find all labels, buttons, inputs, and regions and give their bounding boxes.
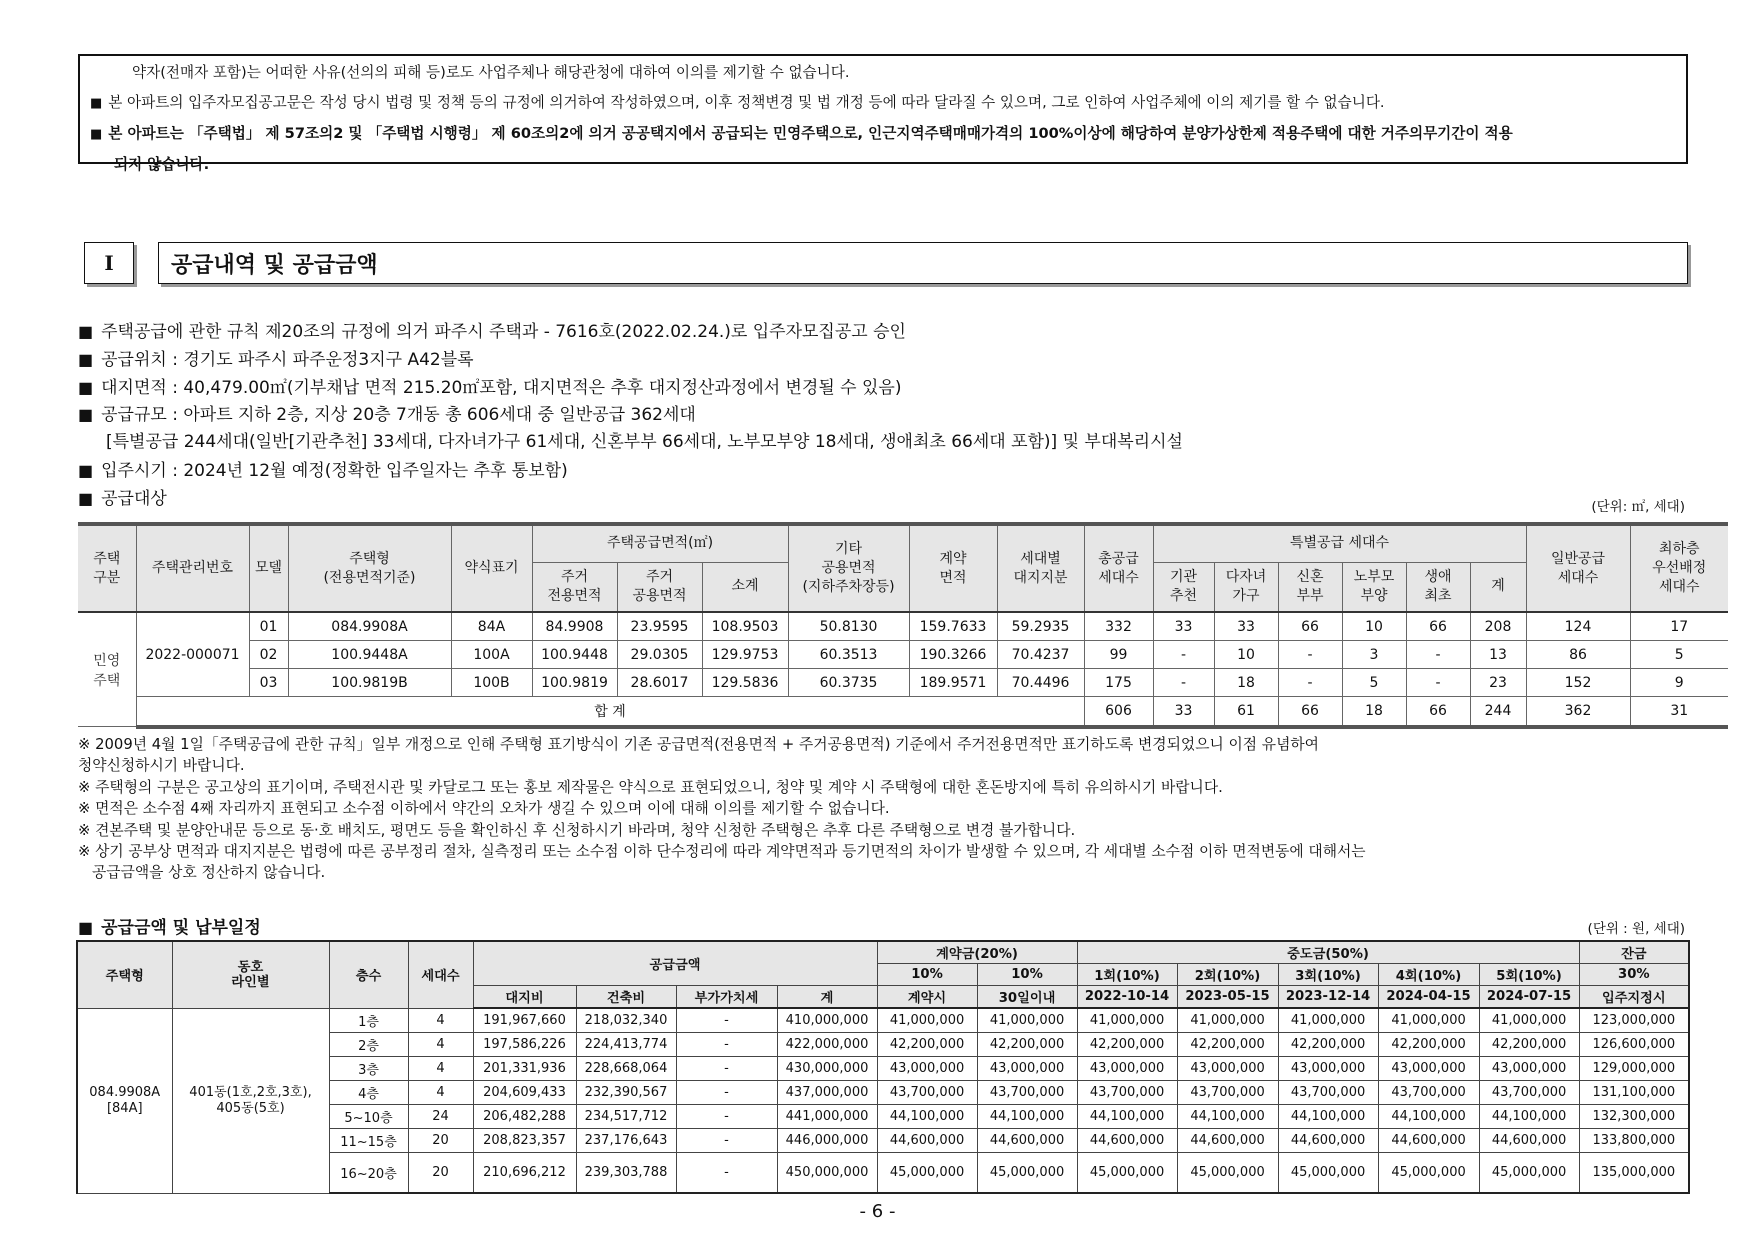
cell: 60.3513 (788, 641, 909, 669)
cell: 131,100,000 (1579, 1081, 1689, 1105)
supply-total-row (78, 697, 1728, 727)
cell: 4층 (329, 1081, 408, 1105)
cell: - (676, 1129, 777, 1153)
col-total-units: 총공급 세대수 (1084, 524, 1153, 612)
cell: 43,000,000 (1177, 1057, 1278, 1081)
notes (78, 734, 1688, 884)
cell: 43,000,000 (1378, 1057, 1479, 1081)
cell: 01 (249, 612, 288, 641)
cell: 59.2935 (997, 612, 1084, 641)
col-floor: 층수 (329, 941, 408, 1008)
cell: 20 (408, 1153, 473, 1194)
cell: 159.7633 (909, 612, 997, 641)
col-supply-price: 공급금액 (473, 941, 877, 986)
col-deposit-1-pct: 10% (877, 964, 977, 986)
cell: 44,100,000 (977, 1105, 1077, 1129)
cell: 41,000,000 (1378, 1008, 1479, 1033)
cell: 16~20층 (329, 1153, 408, 1194)
cell: 44,600,000 (1278, 1129, 1378, 1153)
cell: 208 (1470, 612, 1526, 641)
cell: 4 (408, 1033, 473, 1057)
col-dong: 동호 라인별 (172, 941, 329, 1008)
cell: 44,100,000 (1278, 1105, 1378, 1129)
col-other-area: 기타 공용면적 (지하주차장등) (788, 524, 909, 612)
cell: 99 (1084, 641, 1153, 669)
bullet-scale: ■ 공급규모 : 아파트 지하 2층, 지상 20층 7개동 총 606세대 중 일반공급 362세대 (78, 405, 696, 426)
supply-row (78, 641, 1728, 669)
cell: 24 (408, 1105, 473, 1129)
cell: 17 (1630, 612, 1728, 641)
notice-line-1: 약자(전매자 포함)는 어떠한 사유(선의의 피해 등)로도 사업주체나 해당관청에 대하여 이의를 제기할 수 없습니다. (132, 64, 850, 81)
cell: 44,100,000 (1378, 1105, 1479, 1129)
total-label: 합 계 (136, 697, 1084, 727)
cell: 430,000,000 (777, 1057, 877, 1081)
cell: 234,517,712 (576, 1105, 676, 1129)
cell: 228,668,064 (576, 1057, 676, 1081)
cell: 43,700,000 (977, 1081, 1077, 1105)
cell: 450,000,000 (777, 1153, 877, 1194)
cell: 02 (249, 641, 288, 669)
col-common: 주거 공용면적 (617, 562, 702, 612)
cell: 362 (1526, 697, 1630, 727)
cell: 45,000,000 (1177, 1153, 1278, 1194)
cell: 44,600,000 (877, 1129, 977, 1153)
cell: 204,609,433 (473, 1081, 576, 1105)
dong-cell: 401동(1호,2호,3호), 405동(5호) (172, 1008, 329, 1193)
cell: 44,100,000 (1479, 1105, 1579, 1129)
cell: 42,200,000 (1479, 1033, 1579, 1057)
cell: 1층 (329, 1008, 408, 1033)
cell: - (1406, 641, 1470, 669)
cell: 2층 (329, 1033, 408, 1057)
cell: 10 (1342, 612, 1406, 641)
col-general-units: 일반공급 세대수 (1526, 524, 1630, 612)
cell: 41,000,000 (1177, 1008, 1278, 1033)
cell: 9 (1630, 669, 1728, 697)
col-deposit-2-pct: 10% (977, 964, 1077, 986)
col-middle: 중도금(50%) (1077, 941, 1579, 964)
cell: 44,100,000 (1077, 1105, 1177, 1129)
cell: 42,200,000 (1077, 1033, 1177, 1057)
cell: 237,176,643 (576, 1129, 676, 1153)
cell: 129.9753 (702, 641, 788, 669)
cell: 44,600,000 (1077, 1129, 1177, 1153)
cell: 44,600,000 (1378, 1129, 1479, 1153)
cell: 45,000,000 (1479, 1153, 1579, 1194)
cell: 43,700,000 (1378, 1081, 1479, 1105)
cell: 45,000,000 (1278, 1153, 1378, 1194)
cell: 86 (1526, 641, 1630, 669)
cell: 41,000,000 (877, 1008, 977, 1033)
cell: 44,600,000 (1177, 1129, 1278, 1153)
cell: 10 (1214, 641, 1278, 669)
cell: 18 (1214, 669, 1278, 697)
cell: 33 (1153, 612, 1214, 641)
price-table (76, 940, 1690, 1194)
cell: 446,000,000 (777, 1129, 877, 1153)
notice-line-3: ■ 본 아파트는 「주택법」 제 57조의2 및 「주택법 시행령」 제 60조의2에 의거 공공택지에서 공급되는 민영주택으로, 인근지역주택매매가격의 100%이상에 해당하여 분양가상한제 적용주택에 대한 거주의무기간이 적용 (90, 125, 1513, 142)
col-priority-units: 최하층 우선배정 세대수 (1630, 524, 1728, 612)
col-deposit: 계약금(20%) (877, 941, 1077, 964)
col-institution: 기관 추천 (1153, 562, 1214, 612)
col-middle-4-date: 2024-04-15 (1378, 986, 1479, 1009)
cell: 100B (451, 669, 532, 697)
cell: - (1278, 641, 1342, 669)
cell: 132,300,000 (1579, 1105, 1689, 1129)
cell: 129,000,000 (1579, 1057, 1689, 1081)
supply-table (78, 522, 1728, 729)
cell: 45,000,000 (977, 1153, 1077, 1194)
cell: 232,390,567 (576, 1081, 676, 1105)
cell: 5~10층 (329, 1105, 408, 1129)
cell: 244 (1470, 697, 1526, 727)
cell: 42,200,000 (1378, 1033, 1479, 1057)
cell: 42,200,000 (977, 1033, 1077, 1057)
cell: 44,600,000 (1479, 1129, 1579, 1153)
unit-label-area: (단위: ㎡, 세대) (1591, 499, 1685, 515)
supply-row (78, 669, 1728, 697)
note: ※ 상기 공부상 면적과 대지지분은 법령에 따른 공부정리 절차, 실측정리 또는 소수점 이하 단수정리에 따라 계약면적과 등기면적의 차이가 발생할 수 있으며, 각 세대별 소수점 이하 면적변동에 대해서는 (78, 843, 1366, 861)
cell: 422,000,000 (777, 1033, 877, 1057)
col-mgmt-no: 주택관리번호 (136, 524, 249, 612)
section-title: 공급내역 및 공급금액 (158, 242, 1688, 284)
col-type: 주택형 (77, 941, 172, 1008)
cell: 43,000,000 (877, 1057, 977, 1081)
cell: 100.9819 (532, 669, 617, 697)
cell: 123,000,000 (1579, 1008, 1689, 1033)
cell: 13 (1470, 641, 1526, 669)
col-land-share: 세대별 대지지분 (997, 524, 1084, 612)
notice-line-4: 되지 않습니다. (114, 156, 210, 173)
col-contract-area: 계약 면적 (909, 524, 997, 612)
col-land-cost: 대지비 (473, 986, 576, 1009)
page-number: - 6 - (859, 1201, 896, 1222)
cell: 44,100,000 (877, 1105, 977, 1129)
cell: 206,482,288 (473, 1105, 576, 1129)
cell: 45,000,000 (1077, 1153, 1177, 1194)
cell: 084.9908A (288, 612, 451, 641)
cell: 218,032,340 (576, 1008, 676, 1033)
col-middle-5-pct: 5회(10%) (1479, 964, 1579, 986)
cell: 66 (1278, 697, 1342, 727)
col-model: 모델 (249, 524, 288, 612)
col-first-time: 생애 최초 (1406, 562, 1470, 612)
col-balance: 잔금 (1579, 941, 1689, 964)
cell: 66 (1278, 612, 1342, 641)
cell: 42,200,000 (877, 1033, 977, 1057)
cell: 70.4237 (997, 641, 1084, 669)
supply-row (78, 612, 1728, 641)
cell: 44,100,000 (1177, 1105, 1278, 1129)
cell: 45,000,000 (877, 1153, 977, 1194)
col-multi-child: 다자녀 가구 (1214, 562, 1278, 612)
note: 공급금액을 상호 정산하지 않습니다. (92, 864, 326, 882)
bullet-location: ■ 공급위치 : 경기도 파주시 파주운정3지구 A42블록 (78, 349, 474, 370)
cell: 224,413,774 (576, 1033, 676, 1057)
col-special-sum: 계 (1470, 562, 1526, 612)
price-row (77, 1008, 1689, 1033)
cell: 332 (1084, 612, 1153, 641)
cell: 11~15층 (329, 1129, 408, 1153)
cell: 190.3266 (909, 641, 997, 669)
cell: 43,700,000 (1278, 1081, 1378, 1105)
cell: 189.9571 (909, 669, 997, 697)
cell: 201,331,936 (473, 1057, 576, 1081)
cell: 197,586,226 (473, 1033, 576, 1057)
col-elderly: 노부모 부양 (1342, 562, 1406, 612)
cell: 43,000,000 (1278, 1057, 1378, 1081)
col-middle-1-date: 2022-10-14 (1077, 986, 1177, 1009)
cell: 33 (1153, 697, 1214, 727)
cell: - (676, 1081, 777, 1105)
cell: 4 (408, 1008, 473, 1033)
cell: - (1153, 669, 1214, 697)
cell: 31 (1630, 697, 1728, 727)
cell: 28.6017 (617, 669, 702, 697)
cell: 108.9503 (702, 612, 788, 641)
note: ※ 면적은 소수점 4째 자리까지 표현되고 소수점 이하에서 약간의 오차가 생길 수 있으며 이에 대해 이의를 제기할 수 없습니다. (78, 800, 890, 818)
cell: 100.9448A (288, 641, 451, 669)
price-section-title: ■ 공급금액 및 납부일정 (78, 918, 261, 938)
cell: 61 (1214, 697, 1278, 727)
bullet-special-supply: [특별공급 244세대(일반[기관추천] 33세대, 다자녀가구 61세대, 신혼부부 66세대, 노부모부양 18세대, 생애최초 66세대 포함)] 및 부대복리시설 (106, 432, 1183, 453)
cell: 41,000,000 (1479, 1008, 1579, 1033)
cell: - (676, 1057, 777, 1081)
bullet-supply-target: ■ 공급대상 (78, 488, 167, 509)
col-subtotal: 소계 (702, 562, 788, 612)
cell: 124 (1526, 612, 1630, 641)
cell: 29.0305 (617, 641, 702, 669)
supply-overview-list (78, 318, 1688, 513)
col-units: 세대수 (408, 941, 473, 1008)
cell: 84.9908 (532, 612, 617, 641)
col-balance-when: 입주지정시 (1579, 986, 1689, 1009)
col-middle-2-date: 2023-05-15 (1177, 986, 1278, 1009)
cell: 70.4496 (997, 669, 1084, 697)
cell: 43,700,000 (877, 1081, 977, 1105)
cell: - (1153, 641, 1214, 669)
cell: - (676, 1153, 777, 1194)
cell: 60.3735 (788, 669, 909, 697)
cell: 18 (1342, 697, 1406, 727)
unit-label-price: (단위 : 원, 세대) (1587, 921, 1685, 937)
bullet-approval: ■ 주택공급에 관한 규칙 제20조의 규정에 의거 파주시 주택과 - 7616호(2022.02.24.)로 입주자모집공고 승인 (78, 322, 906, 342)
bullet-square: ■ (90, 96, 103, 111)
house-group-cell: 민영 주택 (78, 612, 136, 727)
col-middle-3-date: 2023-12-14 (1278, 986, 1378, 1009)
cell: 239,303,788 (576, 1153, 676, 1194)
col-deposit-2-when: 30일이내 (977, 986, 1077, 1009)
cell: 43,000,000 (1077, 1057, 1177, 1081)
cell: 03 (249, 669, 288, 697)
cell: 84A (451, 612, 532, 641)
cell: 23.9595 (617, 612, 702, 641)
cell: 23 (1470, 669, 1526, 697)
cell: 4 (408, 1081, 473, 1105)
note: ※ 견본주택 및 분양안내문 등으로 동·호 배치도, 평면도 등을 확인하신 후 신청하시기 바라며, 청약 신청한 주택형은 추후 다른 주택형으로 변경 불가합니다. (78, 821, 1076, 839)
notice-box (78, 54, 1688, 173)
cell: 100.9448 (532, 641, 617, 669)
col-exclusive: 주거 전용면적 (532, 562, 617, 612)
col-house-group: 주택 구분 (78, 524, 136, 612)
cell: 20 (408, 1129, 473, 1153)
cell: 441,000,000 (777, 1105, 877, 1129)
col-short: 약식표기 (451, 524, 532, 612)
cell: 3층 (329, 1057, 408, 1081)
cell: 191,967,660 (473, 1008, 576, 1033)
cell: 133,800,000 (1579, 1129, 1689, 1153)
cell: - (1278, 669, 1342, 697)
cell: 41,000,000 (977, 1008, 1077, 1033)
type-cell: 084.9908A [84A] (77, 1008, 172, 1193)
col-deposit-1-when: 계약시 (877, 986, 977, 1009)
col-newlywed: 신혼 부부 (1278, 562, 1342, 612)
note: ※ 2009년 4월 1일「주택공급에 관한 규칙」일부 개정으로 인해 주택형 표기방식이 기존 공급면적(전용면적 + 주거공용면적) 기준에서 주거전용면적만 표기하도록 변경되었으니 이점 유념하여 (78, 736, 1319, 753)
cell: 100A (451, 641, 532, 669)
col-build-cost: 건축비 (576, 986, 676, 1009)
cell: 44,600,000 (977, 1129, 1077, 1153)
bullet-move-in: ■ 입주시기 : 2024년 12월 예정(정확한 입주일자는 추후 통보함) (78, 460, 568, 481)
cell: 41,000,000 (1278, 1008, 1378, 1033)
col-balance-pct: 30% (1579, 964, 1689, 986)
cell: 5 (1630, 641, 1728, 669)
cell: 50.8130 (788, 612, 909, 641)
col-middle-1-pct: 1회(10%) (1077, 964, 1177, 986)
notice-line-2: ■ 본 아파트의 입주자모집공고문은 작성 당시 법령 및 정책 등의 규정에 의거하여 작성하였으며, 이후 정책변경 및 법 개정 등에 따라 달라질 수 있으며, 그로 인하여 사업주체에 이의 제기를 할 수 없습니다. (90, 94, 1385, 111)
col-middle-3-pct: 3회(10%) (1278, 964, 1378, 986)
cell: 66 (1406, 612, 1470, 641)
cell: 606 (1084, 697, 1153, 727)
cell: 42,200,000 (1177, 1033, 1278, 1057)
cell: 175 (1084, 669, 1153, 697)
cell: 129.5836 (702, 669, 788, 697)
cell: 135,000,000 (1579, 1153, 1689, 1194)
cell: 33 (1214, 612, 1278, 641)
cell: 43,700,000 (1177, 1081, 1278, 1105)
mgmt-no-cell: 2022-000071 (136, 612, 249, 697)
cell: 43,700,000 (1077, 1081, 1177, 1105)
col-middle-2-pct: 2회(10%) (1177, 964, 1278, 986)
cell: 43,700,000 (1479, 1081, 1579, 1105)
cell: - (676, 1033, 777, 1057)
cell: 43,000,000 (1479, 1057, 1579, 1081)
col-house-type: 주택형 (전용면적기준) (288, 524, 451, 612)
section-number: I (84, 242, 134, 284)
cell: 45,000,000 (1378, 1153, 1479, 1194)
cell: - (1406, 669, 1470, 697)
cell: - (676, 1008, 777, 1033)
bullet-land-area: ■ 대지면적 : 40,479.00㎡(기부채납 면적 215.20㎡포함, 대지면적은 추후 대지정산과정에서 변경될 수 있음) (78, 377, 902, 398)
cell: 4 (408, 1057, 473, 1081)
col-middle-5-date: 2024-07-15 (1479, 986, 1579, 1009)
col-sum: 계 (777, 986, 877, 1009)
cell: 437,000,000 (777, 1081, 877, 1105)
cell: 152 (1526, 669, 1630, 697)
cell: 41,000,000 (1077, 1008, 1177, 1033)
col-area-group: 주택공급면적(㎡) (532, 524, 788, 562)
cell: 410,000,000 (777, 1008, 877, 1033)
cell: 3 (1342, 641, 1406, 669)
cell: 210,696,212 (473, 1153, 576, 1194)
cell: 42,200,000 (1278, 1033, 1378, 1057)
bullet-square: ■ (90, 127, 103, 142)
cell: - (676, 1105, 777, 1129)
cell: 5 (1342, 669, 1406, 697)
col-vat: 부가가치세 (676, 986, 777, 1009)
note: 청약신청하시기 바랍니다. (78, 757, 245, 775)
cell: 100.9819B (288, 669, 451, 697)
cell: 66 (1406, 697, 1470, 727)
cell: 208,823,357 (473, 1129, 576, 1153)
col-special-group: 특별공급 세대수 (1153, 524, 1526, 562)
cell: 43,000,000 (977, 1057, 1077, 1081)
col-middle-4-pct: 4회(10%) (1378, 964, 1479, 986)
cell: 126,600,000 (1579, 1033, 1689, 1057)
note: ※ 주택형의 구분은 공고상의 표기이며, 주택전시관 및 카달로그 또는 홍보 제작물은 약식으로 표현되었으니, 청약 및 계약 시 주택형에 대한 혼돈방지에 특히 유의하시기 바랍니다. (78, 778, 1223, 796)
